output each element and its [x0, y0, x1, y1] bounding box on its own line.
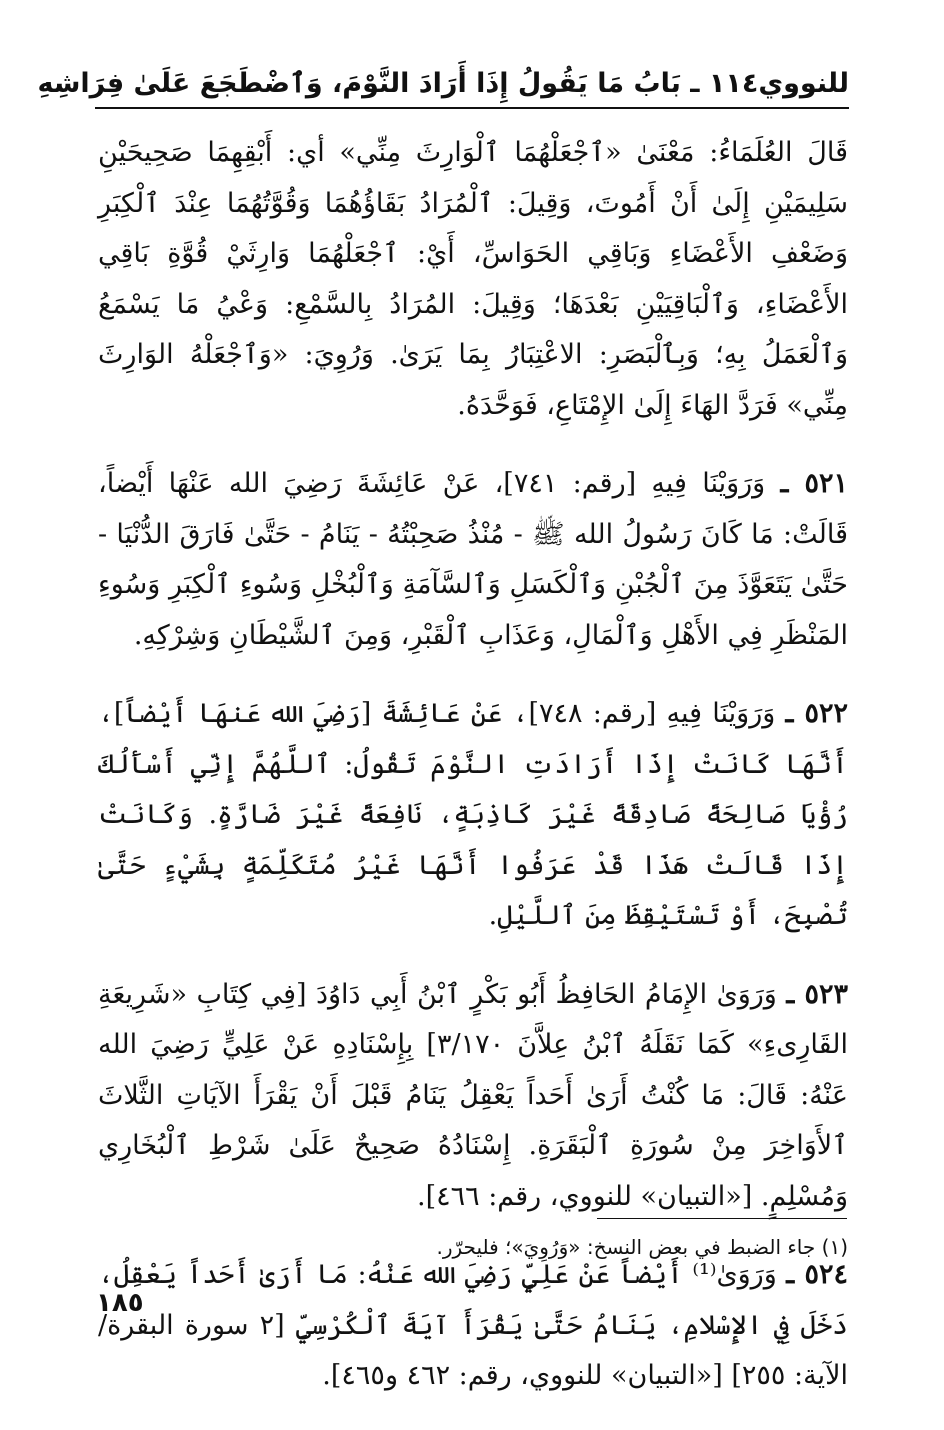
paragraph-text: قَالَ العُلَمَاءُ: مَعْنَىٰ «ٱجْعَلْهُمَا ٱلْوَارِثَ مِنِّي» أي: أَبْقِهِمَا صَحِيحَيْنِ سَلِيمَيْنِ إِلَىٰ أَنْ أَمُوتَ، وَقِيلَ: ٱلْمُرَادُ بَقَاؤُهُمَا وَقُوَّتُهُمَا عِنْدَ ٱلْكِبَرِ وَضَعْفِ الأَعْضَاءِ وَبَاقِي الحَوَاسِّ، أَيْ: ٱجْعَلْهُمَا وَارِثَيْ قُوَّةِ بَاقِي الأَعْضَاءِ، وَٱلْبَاقِيَيْنِ بَعْدَهَا؛ وَقِيلَ: المُرَادُ بِالسَّمْعِ: وَعْيُ مَا يَسْمَعُ وَٱلْعَمَلُ بِهِ؛ وَبِٱلْبَصَرِ: الاعْتِبَارُ بِمَا يَرَىٰ. وَرُوِيَ: «وَٱجْعَلْهُ الوَارِثَ مِنِّي» فَرَدَّ الهَاءَ إِلَىٰ الإِمْتَاعِ، فَوَحَّدَهُ.	[98, 137, 848, 421]
hadith-number: ٥٢٤ ـ	[786, 1259, 848, 1290]
hadith-number: ٥٢١ ـ	[780, 468, 848, 499]
hadith-number: ٥٢٣ ـ	[786, 978, 849, 1010]
paragraph-text: وَرَوَيْنَا فِيهِ [رقم: ٧٤١]، عَنْ عَائِشَةَ رَضِيَ الله عَنْهَا أَيْضاً، قَالَتْ: مَا كَانَ رَسُولُ الله ﷺ - مُنْذُ صَحِبْتُهُ - يَنَامُ - حَتَّىٰ فَارَقَ الدُّنْيَا - حَتَّىٰ يَتَعَوَّذَ مِنَ ٱلْجُبْنِ وَٱلْكَسَلِ وَٱلسَّآمَةِ وَٱلْبُخْلِ وَسُوءِ ٱلْكِبَرِ وَسُوءِ المَنْظَرِ فِي الأَهْلِ وَٱلْمَالِ، وَعَذَابِ ٱلْقَبْرِ، وَمِنَ ٱلشَّيْطَانِ وَشِرْكِهِ.	[98, 468, 849, 651]
footnote-divider	[597, 1218, 847, 1219]
paragraph	[98, 1250, 848, 1402]
paragraph-text: وَرَوَيْنَا فِيهِ [رقم: ٧٤٨]، عَنْ عَائِشَةَ [رَضِيَ الله عَنهَا أَيْضاً]، أَنَّهَا كَانَتْ إِذَا أَرَادَتِ النَّوْمَ تَقُولُ: ٱللَّهُمَّ إِنِّي أَسْأَلُكَ رُؤْيَا صَالِحَةً صَادِقَةً غَيْرَ كَاذِبَةٍ، نَافِعَةً غَيْرَ ضَارَّةٍ. وَكَانَتْ إِذَا قَالَتْ هَذَا قَدْ عَرَفُوا أَنَّهَا غَيْرُ مُتَكَلِّمَةٍ بِشَيْءٍ حَتَّىٰ تُصْبِحَ، أَوْ تَسْتَيْقِظَ مِنَ ٱللَّيْلِ.	[98, 698, 848, 931]
header-chapter-title: ١١٤ ـ بَابُ مَا يَقُولُ إِذَا أَرَادَ النَّوْمَ، وَٱضْطَجَعَ عَلَىٰ فِرَاشِهِ	[37, 68, 759, 99]
paragraph-text: وَرَوَىٰ⁽¹⁾ أَيْضاً عَنْ عَلِيٍّ رَضِيَ الله عَنْهُ: مَا أَرَىٰ أَحَداً يَعْقِلُ، دَخَلَ فِي الإِسْلامِ، يَنَامُ حَتَّىٰ يَقْرَأَ آيَةَ ٱلْكُرْسِيِّ [٢ سورة البقرة/ الآية: ٢٥٥] [«التبيان» للنووي، رقم: ٤٦٢ و٤٦٥].	[98, 1259, 848, 1391]
hadith-number: ٥٢٢ ـ	[785, 698, 849, 729]
header-divider	[95, 107, 849, 109]
paragraph-text: وَرَوَىٰ الإِمَامُ الحَافِظُ أَبُو بَكْرٍ ٱبْنُ أَبِي دَاوُدَ [فِي كِتَابِ «شَرِيعَةِ القَارِىءِ» كَمَا نَقَلَهُ ٱبْنُ عِلاَّنَ ٣/١٧٠] بِإِسْنَادِهِ عَنْ عَلِيٍّ رَضِيَ الله عَنْهُ: قَالَ: مَا كُنْتُ أَرَىٰ أَحَداً يَعْقِلُ يَنَامُ قَبْلَ أَنْ يَقْرَأَ الآيَاتِ الثَّلاثَ ٱلأَوَاخِرَ مِنْ سُورَةِ ٱلْبَقَرَةِ. إِسْنَادُهُ صَحِيحٌ عَلَىٰ شَرْطِ ٱلْبُخَارِي وَمُسْلِمٍ. [«التبيان» للنووي، رقم: ٤٦٦].	[98, 978, 848, 1212]
footnote: (١) جاء الضبط في بعض النسخ: «وَرُوِيَ»؛ فليحرّر.	[436, 1235, 848, 1259]
paragraph	[98, 689, 848, 942]
paragraph	[98, 970, 848, 1223]
header-book-name: للنووي	[758, 68, 849, 99]
paragraph	[98, 128, 848, 431]
running-header	[37, 60, 849, 104]
paragraph	[98, 459, 848, 661]
page-number: ١٨٥	[96, 1288, 144, 1318]
